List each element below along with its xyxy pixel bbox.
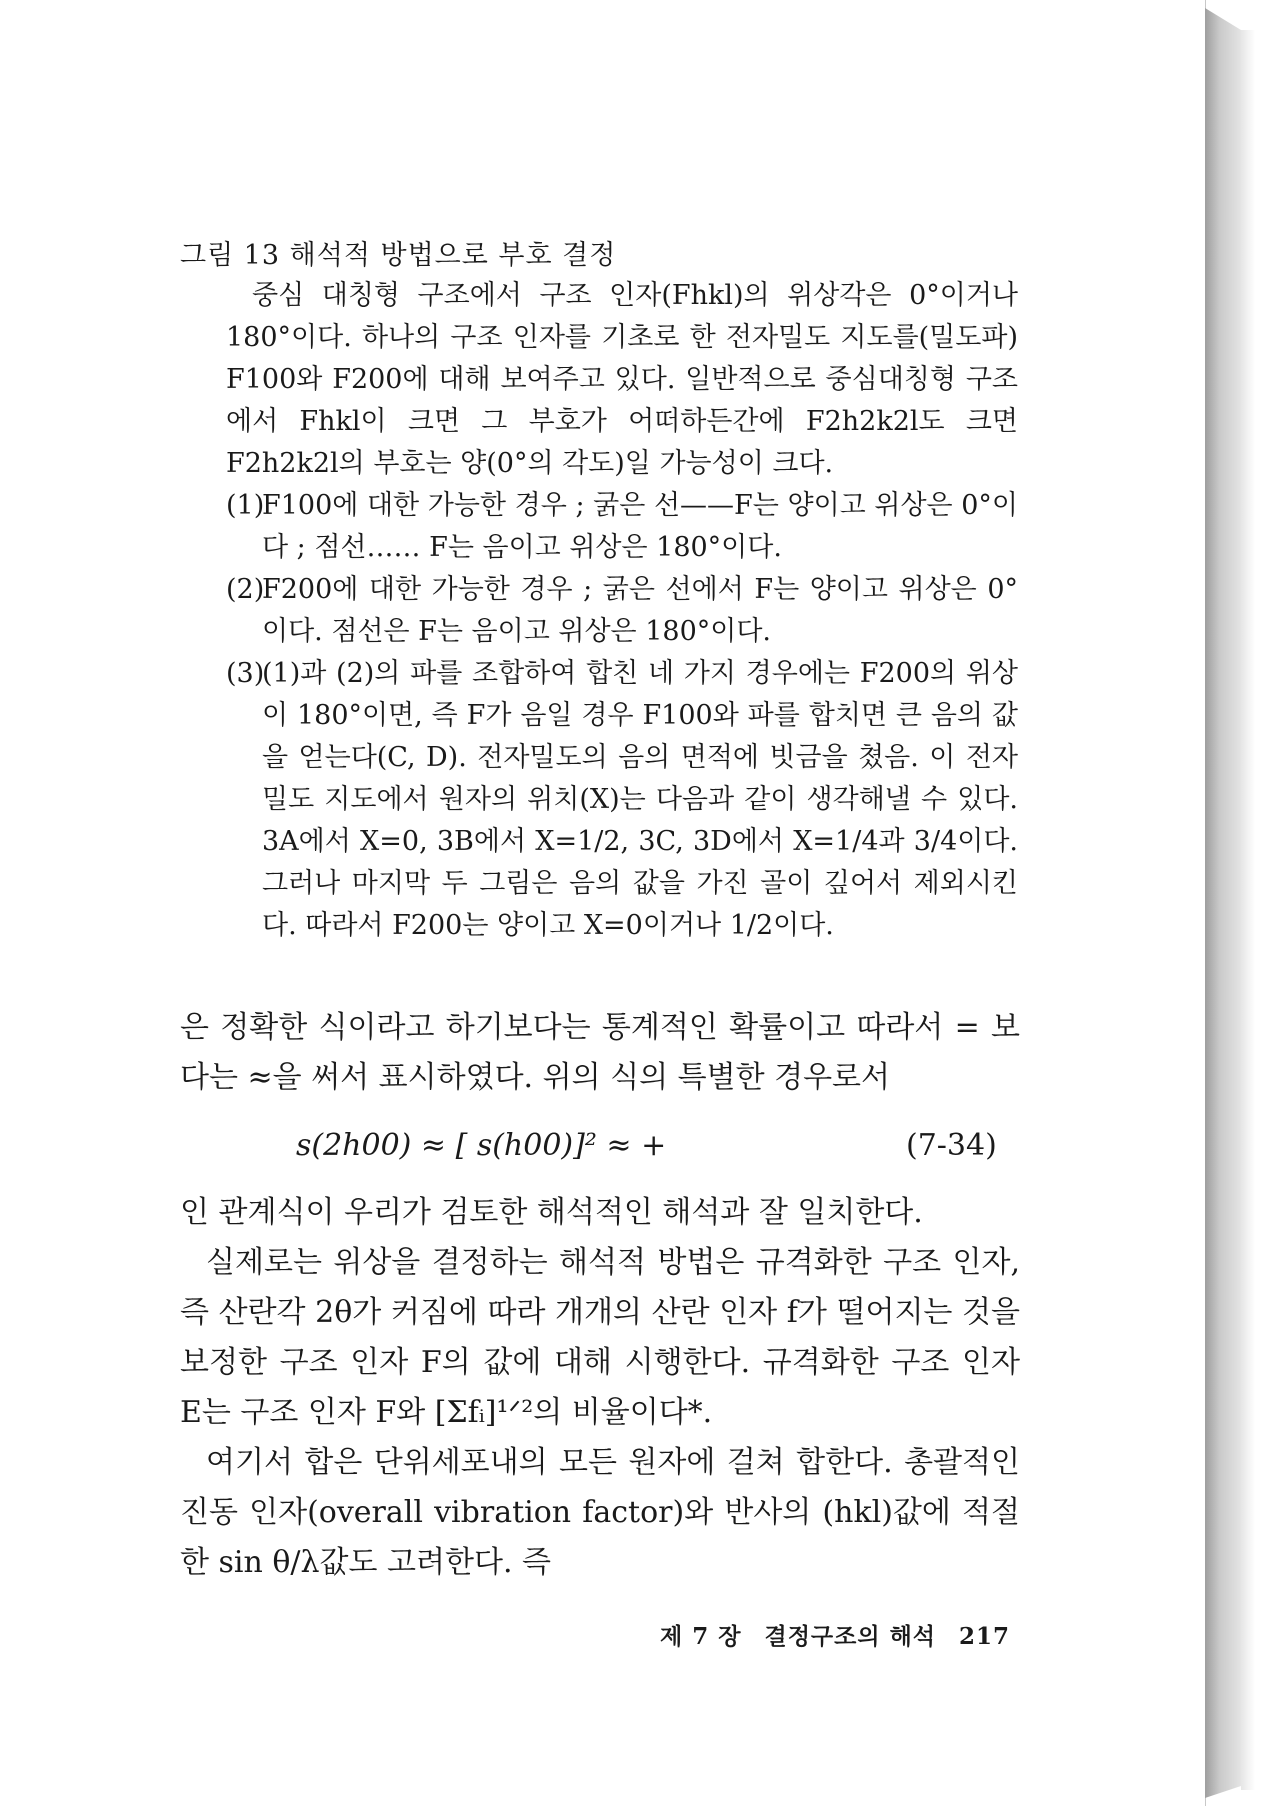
figure-caption-body — [226, 275, 1018, 947]
figure-caption-title: 그림 13 해석적 방법으로 부호 결정 — [180, 240, 617, 271]
page-shadow — [1241, 30, 1255, 1790]
item-text: (1)과 (2)의 파를 조합하여 합친 네 가지 경우에는 F200의 위상이 180°이면, 즉 F가 음일 경우 F100와 파를 합치면 큰 음의 값을 얻는다(C, D). 전자밀도의 음의 면적에 빗금을 쳤음. 이 전자밀도 지도에서 원자의 위치(X)는 다음과 같이 생각해낼 수 있다. 3A에서 X=0, 3B에서 X=1/2, 3C, 3D에서 X=1/4과 3/4이다. 그러나 마지막 두 그림은 음의 값을 가진 골이 깊어서 제외시킨다. 따라서 F200는 양이고 X=0이거나 1/2이다. — [262, 658, 1018, 941]
page-number: 217 — [959, 1623, 1011, 1650]
figure-caption-item — [226, 653, 1018, 947]
chapter-label: 제 7 장 — [660, 1623, 742, 1650]
equation: s(2h00) ≈ [ s(h00)]² ≈ + — [296, 1128, 667, 1163]
figure-caption-item — [226, 485, 1018, 569]
body-paragraph — [180, 1003, 1020, 1103]
item-text: F100에 대한 가능한 경우 ; 굵은 선——F는 양이고 위상은 0°이다 ; 점선…… F는 음이고 위상은 180°이다. — [262, 490, 1018, 563]
body-paragraph-4: 여기서 합은 단위세포내의 모든 원자에 걸쳐 합한다. 총괄적인 진동 인자(overall vibration factor)와 반사의 (hkl)값에 적절한 sin θ/λ값도 고려한다. 즉 — [180, 1445, 1020, 1580]
page-footer — [660, 1618, 1024, 1651]
chapter-title: 결정구조의 해석 — [764, 1623, 937, 1650]
body-paragraphs — [180, 1188, 1020, 1588]
body-paragraph-2: 인 관계식이 우리가 검토한 해석적인 해석과 잘 일치한다. — [180, 1195, 923, 1230]
body-paragraph-3: 실제로는 위상을 결정하는 해석적 방법은 규격화한 구조 인자, 즉 산란각 2θ가 커짐에 따라 개개의 산란 인자 f가 떨어지는 것을 보정한 구조 인자 F의 값에 대해 시행한다. 규격화한 구조 인자 E는 구조 인자 F와 [Σfᵢ]¹ᐟ²의 비율이다*. — [180, 1245, 1020, 1430]
page-stack-edge — [1205, 8, 1241, 1798]
item-number: (1) — [226, 490, 265, 521]
item-number: (3) — [226, 658, 265, 689]
figure-caption-item — [226, 569, 1018, 653]
item-text: F200에 대한 가능한 경우 ; 굵은 선에서 F는 양이고 위상은 0°이다. 점선은 F는 음이고 위상은 180°이다. — [262, 574, 1018, 647]
item-number: (2) — [226, 574, 265, 605]
figure-caption-intro: 중심 대칭형 구조에서 구조 인자(Fhkl)의 위상각은 0°이거나 180°이다. 하나의 구조 인자를 기초로 한 전자밀도 지도를(밀도파) F100와 F200에 대해 보여주고 있다. 일반적으로 중심대칭형 구조에서 Fhkl이 크면 그 부호가 어떠하든간에 F2h2k2l도 크면 F2h2k2l의 부호는 양(0°의 각도)일 가능성이 크다. — [226, 280, 1018, 479]
equation-number: (7-34) — [906, 1128, 997, 1163]
body-paragraph-1: 은 정확한 식이라고 하기보다는 통계적인 확률이고 따라서 = 보다는 ≈을 써서 표시하였다. 위의 식의 특별한 경우로서 — [180, 1010, 1020, 1095]
